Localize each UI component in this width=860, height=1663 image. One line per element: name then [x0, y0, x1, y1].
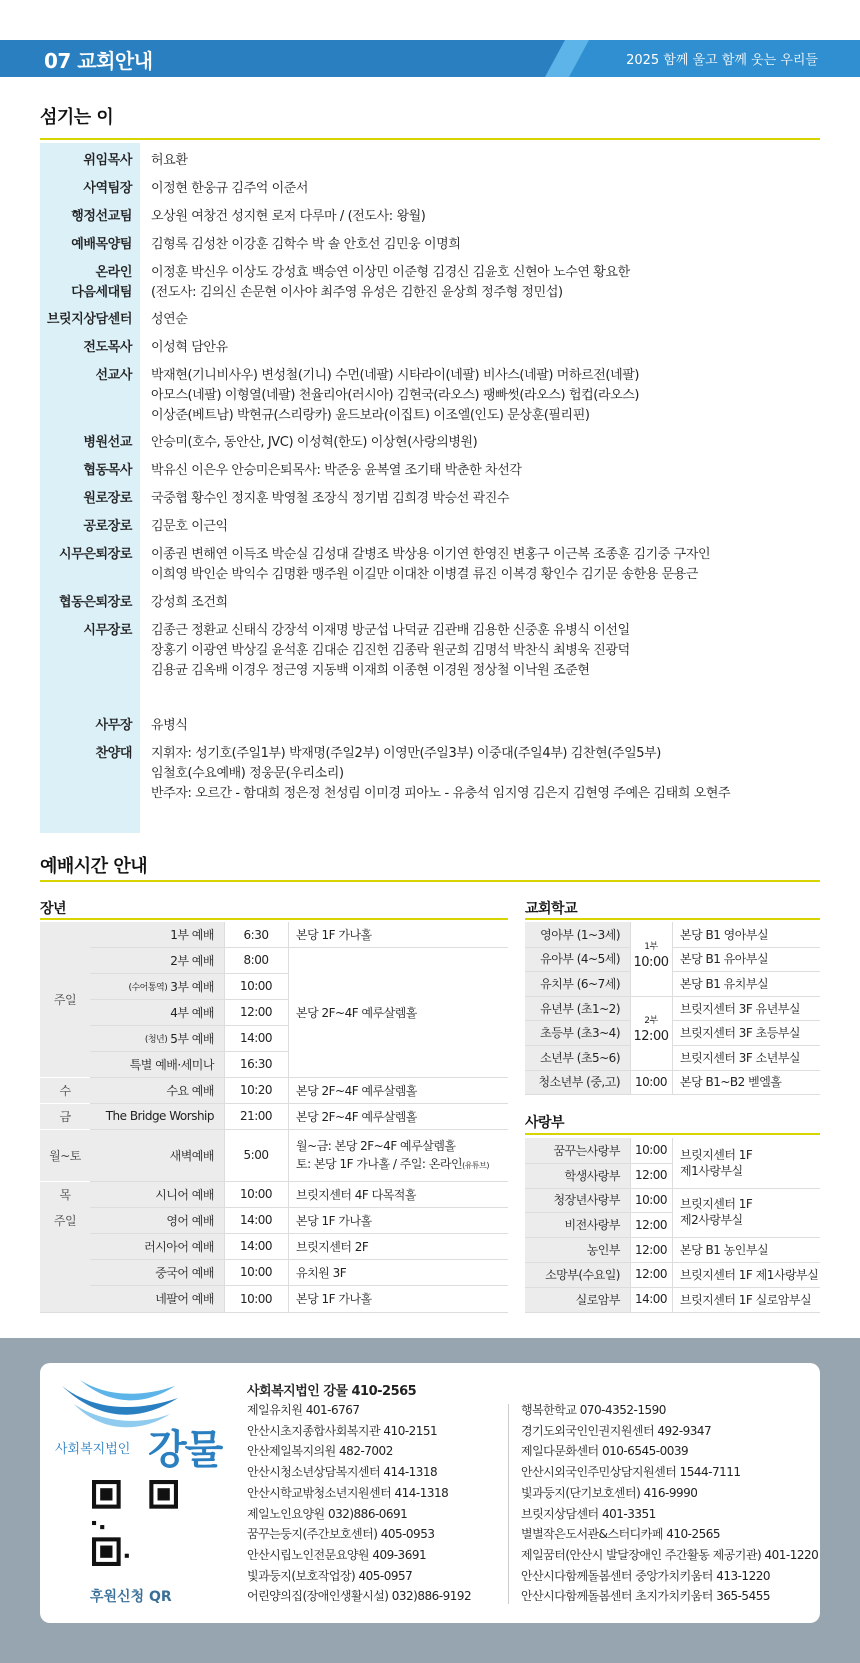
love-time: 12:00 — [634, 1217, 668, 1232]
love-divider — [525, 1133, 820, 1135]
worship-name — [90, 1259, 214, 1285]
school-time: 10:00 — [634, 1074, 668, 1089]
worship-day-label: 목 — [59, 1187, 71, 1202]
qr-code-icon — [92, 1480, 178, 1566]
worship-name-text: 특별 예배·세미나 — [129, 1057, 214, 1072]
footer-contact-item: 행복한학교 070-4352-1590 — [521, 1403, 666, 1417]
school-place: 브릿지센터 3F 소년부실 — [680, 1050, 800, 1065]
staff-role-label: 시무은퇴장로 — [59, 547, 132, 562]
footer-contact-item: 안산시학교밖청소년지원센터 414-1318 — [247, 1485, 449, 1500]
footer-contact-item: 별별작은도서관&스터디카페 410-2565 — [521, 1527, 721, 1542]
footer-contacts-right — [521, 1400, 818, 1607]
worship-name-text: 3부 예배 — [170, 979, 214, 994]
worship-day-label: 주일 — [53, 993, 77, 1007]
love-place: 브릿지센터 1F 실로암부실 — [680, 1292, 812, 1307]
group-separator — [40, 1077, 90, 1078]
staff-names: 안승미(호수, 동안산, JVC) 이성혁(한도) 이상현(사랑의병원) — [151, 435, 478, 450]
staff-role-label: 공로장로 — [83, 519, 132, 534]
worship-name-text: 2부 예배 — [170, 953, 214, 968]
worship-place: 본당 2F~4F 예루살렘홀 — [296, 1109, 417, 1124]
staff-row — [40, 338, 820, 358]
adult-divider — [40, 918, 508, 920]
worship-name — [90, 922, 214, 947]
worship-name — [90, 1129, 214, 1181]
table-bottom — [40, 1312, 508, 1313]
worship-name — [90, 947, 214, 973]
worship-day-label: 수 — [59, 1083, 71, 1098]
column-separator — [672, 1138, 673, 1312]
staff-names: 김종근 정환교 신태식 강장석 이재명 방군섭 나덕균 김관배 김용한 신중훈 유병식 이선일 장홍기 이광연 박상길 윤석훈 김대순 김진헌 김종락 원군희 김명석 박찬식 최병욱 진광덕 김용균 김옥배 이경우 정근영 지동백 이재희 이종현 이경원 정상철 이낙원 조준현 — [151, 623, 630, 678]
footer-contact-item: 안산시다함께돌봄센터 초지가치키움터 365-5455 — [521, 1589, 770, 1604]
love-dept: 비전사랑부 — [564, 1218, 620, 1233]
worship-place: 브릿지센터 2F — [296, 1239, 369, 1254]
footer-contact-item: 안산제일복지의원 482-7002 — [247, 1444, 393, 1459]
staff-role-label: 온라인 다음세대팀 — [71, 265, 132, 300]
staff-row — [40, 744, 820, 801]
worship-name — [90, 1051, 214, 1077]
worship-name — [90, 1181, 214, 1207]
worship-day-label: 월~토 — [49, 1148, 81, 1163]
worship-time: 10:00 — [239, 979, 273, 993]
footer-contact-item: 안산시청소년상담복지센터 414-1318 — [247, 1465, 438, 1480]
worship-name — [90, 1077, 214, 1103]
worship-section-title: 예배시간 안내 — [40, 856, 148, 877]
staff-names: 박유신 이은우 안승미은퇴목사: 박준웅 윤복열 조기태 박춘한 차선각 — [151, 463, 522, 478]
worship-name-prefix: (청년) — [144, 1034, 168, 1045]
love-time: 10:00 — [634, 1143, 668, 1158]
footer-org-heading: 사회복지법인 강물 410-2565 — [247, 1384, 417, 1399]
staff-row — [40, 621, 820, 678]
staff-row — [40, 593, 820, 613]
love-time: 14:00 — [634, 1292, 668, 1307]
staff-names: 김문호 이근익 — [151, 519, 228, 534]
worship-time: 14:00 — [239, 1031, 273, 1045]
love-dept: 학생사랑부 — [564, 1168, 620, 1183]
column-separator — [224, 922, 225, 1312]
worship-name-text: 시니어 예배 — [155, 1187, 214, 1202]
love-dept: 실로암부 — [575, 1292, 620, 1307]
school-slot-time: 12:00 — [633, 1028, 669, 1044]
staff-names: 오상원 여창건 성지현 로저 다루마 / (전도사: 왕월) — [151, 209, 426, 224]
staff-names: 유병식 — [151, 718, 188, 733]
school-place: 본당 B1 유치부실 — [680, 976, 769, 991]
header-band — [0, 40, 860, 77]
worship-time: 12:00 — [239, 1005, 273, 1019]
school-slot-time: 10:00 — [633, 954, 669, 970]
column-separator — [288, 922, 289, 1312]
worship-place-line2 — [296, 1155, 508, 1175]
worship-place — [296, 1137, 508, 1175]
staff-names: 이정현 한웅규 김주억 이준서 — [151, 181, 309, 196]
love-dept: 소망부(수요일) — [545, 1267, 620, 1282]
staff-divider — [40, 138, 820, 140]
worship-place-suffix: (유튜브) — [462, 1161, 490, 1170]
school-dept: 영아부 (1~3세) — [540, 927, 620, 942]
worship-name-text: 러시아어 예배 — [144, 1239, 214, 1254]
worship-name — [90, 1233, 214, 1259]
worship-name-prefix: (수어통역) — [128, 982, 168, 993]
school-place: 본당 B1 유아부실 — [680, 952, 769, 967]
qr-label: 후원신청 QR — [90, 1589, 172, 1605]
worship-time: 8:00 — [243, 953, 269, 967]
school-slot — [630, 939, 672, 971]
staff-role-label: 브릿지상담센터 — [46, 312, 132, 327]
school-place: 브릿지센터 3F 초등부실 — [680, 1026, 800, 1041]
footer-contact-item: 안산시초지종합사회복지관 410-2151 — [247, 1423, 438, 1438]
staff-row — [40, 310, 820, 330]
staff-section-title: 섬기는 이 — [40, 107, 114, 128]
worship-name-text: 4부 예배 — [170, 1005, 214, 1020]
love-time: 10:00 — [634, 1192, 668, 1207]
footer-contact-item: 경기도외국인인권지원센터 492-9347 — [521, 1423, 712, 1438]
staff-row — [40, 151, 820, 171]
staff-names: 허요환 — [151, 153, 188, 168]
staff-row — [40, 517, 820, 537]
worship-place: 본당 2F~4F 예루살렘홀 — [296, 1083, 417, 1098]
school-slot — [630, 1013, 672, 1045]
love-place: 본당 B1 농인부실 — [680, 1243, 769, 1258]
staff-role-label: 위임목사 — [83, 153, 132, 168]
logo-subtitle: 사회복지법인 — [55, 1442, 131, 1457]
school-place: 본당 B1 영아부실 — [680, 927, 769, 942]
worship-name — [90, 1025, 214, 1051]
worship-name-text: 수요 예배 — [166, 1083, 214, 1098]
love-place: 브릿지센터 1F 제1사랑부실 — [680, 1267, 819, 1282]
page-title: 07 교회안내 — [44, 49, 153, 73]
worship-divider — [40, 880, 820, 882]
worship-name — [90, 1207, 214, 1233]
worship-day-label: 주일 — [53, 1213, 77, 1228]
header-tagline: 2025 함께 울고 함께 웃는 우리들 — [626, 53, 818, 68]
staff-role-label: 시무장로 — [83, 623, 132, 638]
footer-contact-item: 빛과둥지(보호작업장) 405-0957 — [247, 1568, 413, 1583]
school-dept: 소년부 (초5~6) — [540, 1050, 620, 1065]
group-separator — [40, 1103, 90, 1104]
group-separator — [40, 1181, 90, 1182]
staff-row — [40, 716, 820, 736]
staff-role-label: 행정선교팀 — [71, 209, 132, 224]
staff-row — [40, 433, 820, 453]
school-divider — [525, 918, 820, 920]
staff-role-label: 협동목사 — [83, 463, 132, 478]
column-separator — [672, 922, 673, 1094]
worship-name-text: 중국어 예배 — [155, 1265, 214, 1280]
school-dept: 유아부 (4~5세) — [540, 952, 620, 967]
footer-contact-item: 안산시다함께돌봄센터 중앙가치키움터 413-1220 — [521, 1568, 770, 1583]
staff-row — [40, 235, 820, 255]
school-dept: 초등부 (초3~4) — [540, 1026, 620, 1041]
school-dept: 청소년부 (중,고) — [538, 1075, 620, 1090]
footer-contacts-left — [247, 1400, 471, 1607]
worship-time: 16:30 — [239, 1057, 273, 1071]
worship-name-text: 새벽예배 — [169, 1148, 214, 1163]
love-time: 12:00 — [634, 1168, 668, 1183]
staff-names: 박재현(기니비사우) 변성철(기니) 수먼(네팔) 시타라이(네팔) 비사스(네팔) 머하르전(네팔) 아모스(네팔) 이형열(네팔) 천율리아(러시아) 김현국(라오스) 팽빠썻(라오스) 헙컵(라오스) 이상준(베트남) 박현규(스리랑카) 윤드보라(이집트) 이조엘(인도) 문상훈(필리핀) — [151, 368, 640, 423]
staff-row — [40, 461, 820, 481]
column-separator — [630, 922, 631, 1094]
worship-name-text: The Bridge Worship — [105, 1109, 214, 1123]
table-bottom — [525, 1312, 820, 1313]
footer-contact-item: 제일꿈터(안산시 발달장애인 주간활동 제공기관) 401-1220 — [521, 1547, 819, 1562]
worship-place: 브릿지센터 4F 다목적홀 — [296, 1187, 416, 1202]
table-bottom — [525, 1094, 820, 1095]
group-separator — [40, 1129, 90, 1130]
worship-name — [90, 999, 214, 1025]
footer-contact-item: 꿈꾸는둥지(주간보호센터) 405-0953 — [247, 1527, 435, 1542]
worship-time: 10:00 — [239, 1291, 273, 1306]
staff-names: 성연순 — [151, 312, 188, 327]
worship-time: 10:00 — [239, 1187, 273, 1201]
worship-name-text: 네팔어 예배 — [155, 1292, 214, 1306]
worship-time: 14:00 — [239, 1213, 273, 1227]
staff-names: 국중협 황수인 정지훈 박영철 조장식 정기범 김희경 박승선 곽진수 — [151, 491, 510, 506]
worship-name-text: 1부 예배 — [170, 928, 214, 942]
staff-names: 이정훈 박신우 이상도 강성효 백승연 이상민 이준형 김경신 김윤호 신현아 노수연 황요한 (전도사: 김의신 손문현 이사야 최주영 유성은 김한진 윤상희 정주형 정민섭) — [151, 265, 630, 300]
love-dept: 농인부 — [586, 1243, 620, 1258]
footer-contact-item: 브릿지상담센터 401-3351 — [521, 1506, 656, 1521]
school-place: 브릿지센터 3F 유년부실 — [680, 1001, 800, 1016]
worship-time: 6:30 — [243, 927, 269, 942]
staff-names: 강성희 조건희 — [151, 595, 228, 610]
school-slot-label: 2부 — [644, 1015, 658, 1026]
worship-time: 5:00 — [243, 1148, 269, 1162]
worship-name — [90, 1103, 214, 1129]
love-time: 12:00 — [634, 1267, 668, 1282]
staff-names: 지휘자: 성기호(주일1부) 박재명(주일2부) 이영만(주일3부) 이중대(주일4부) 김찬현(주일5부) 임철호(수요예배) 정웅문(우리소리) 반주자: 오르간 - 함대희 정은정 천성림 이미경 피아노 - 유충석 임지영 김은지 김현영 주예은 김태희 오현주 — [151, 746, 731, 801]
staff-row — [40, 179, 820, 199]
worship-name — [90, 1285, 214, 1312]
footer-divider — [508, 1404, 509, 1604]
staff-names: 이종권 변해연 이득조 박순실 김성대 갈병조 박상용 이기연 한영진 변홍구 이근복 조종훈 김기중 구자인 이희영 박인순 박익수 김명환 맹주원 이길만 이대찬 이병결 류진 이복경 황인수 김기문 송한용 문용근 — [151, 547, 711, 582]
worship-place-merged: 본당 2F~4F 예루살렘홀 — [296, 1005, 417, 1020]
school-dept: 유치부 (6~7세) — [540, 976, 620, 991]
love-place-merged: 브릿지센터 1F 제1사랑부실 — [680, 1147, 753, 1178]
love-heading: 사랑부 — [525, 1115, 565, 1131]
worship-name-text: 영어 예배 — [166, 1213, 214, 1228]
staff-role-label: 예배목양팀 — [71, 237, 132, 252]
school-place: 본당 B1~B2 벧엘홀 — [680, 1075, 782, 1090]
footer-contact-item: 빛과둥지(단기보호센터) 416-9990 — [521, 1485, 698, 1500]
footer-contact-item: 안산시외국인주민상담지원센터 1544-7111 — [521, 1465, 741, 1480]
staff-row — [40, 489, 820, 509]
staff-names: 김형록 김성찬 이강훈 김학수 박 솔 안호선 김민웅 이명희 — [151, 237, 461, 252]
worship-time: 10:20 — [239, 1083, 273, 1097]
logo-wordmark: 강물 — [148, 1427, 222, 1473]
worship-place: 본당 1F 가나홀 — [296, 928, 372, 942]
footer-contact-item: 제일다문화센터 010-6545-0039 — [521, 1444, 689, 1459]
worship-name-text: 5부 예배 — [170, 1031, 214, 1046]
worship-time: 14:00 — [239, 1239, 273, 1253]
footer-contact-item: 제일유치원 401-6767 — [247, 1403, 360, 1417]
footer-contact-item: 어린양의집(장애인생활시설) 032)886-9192 — [247, 1589, 472, 1604]
staff-names: 이성혁 담안유 — [151, 340, 228, 355]
love-dept: 꿈꾸는사랑부 — [553, 1143, 620, 1158]
love-place-merged: 브릿지센터 1F 제2사랑부실 — [680, 1197, 753, 1228]
worship-place: 유치원 3F — [296, 1265, 347, 1280]
worship-place-line: 월~금: 본당 2F~4F 예루살렘홀 — [296, 1139, 456, 1153]
staff-role-label: 협동은퇴장로 — [59, 595, 132, 610]
school-heading: 교회학교 — [525, 901, 578, 917]
staff-role-label: 선교사 — [95, 368, 132, 383]
staff-role-label: 찬양대 — [95, 746, 132, 761]
love-time: 12:00 — [634, 1242, 668, 1257]
worship-place-text: 토: 본당 1F 가나홀 / 주일: 온라인 — [296, 1157, 463, 1171]
staff-role-label: 전도목사 — [83, 340, 132, 355]
worship-time: 10:00 — [239, 1265, 273, 1279]
school-slot-label: 1부 — [644, 941, 658, 952]
worship-name — [90, 973, 214, 999]
staff-role-label: 사역팀장 — [83, 181, 132, 196]
staff-role-label: 병원선교 — [83, 435, 132, 450]
footer-contact-item: 안산시립노인전문요양원 409-3691 — [247, 1547, 427, 1562]
staff-role-label: 원로장로 — [83, 491, 132, 506]
staff-row — [40, 207, 820, 227]
worship-place: 본당 1F 가나홀 — [296, 1213, 372, 1228]
staff-role-label: 사무장 — [95, 718, 132, 733]
footer-contact-item: 제일노인요양원 032)886-0691 — [247, 1506, 408, 1521]
school-dept: 유년부 (초1~2) — [540, 1001, 620, 1016]
staff-row — [40, 366, 820, 423]
staff-row — [40, 263, 820, 303]
love-dept: 청장년사랑부 — [553, 1193, 620, 1208]
worship-place: 본당 1F 가나홀 — [296, 1292, 372, 1306]
column-separator — [630, 1138, 631, 1312]
staff-row — [40, 545, 820, 582]
adult-heading: 장년 — [40, 901, 67, 917]
worship-day-label: 금 — [59, 1109, 71, 1124]
worship-time: 21:00 — [239, 1109, 273, 1123]
